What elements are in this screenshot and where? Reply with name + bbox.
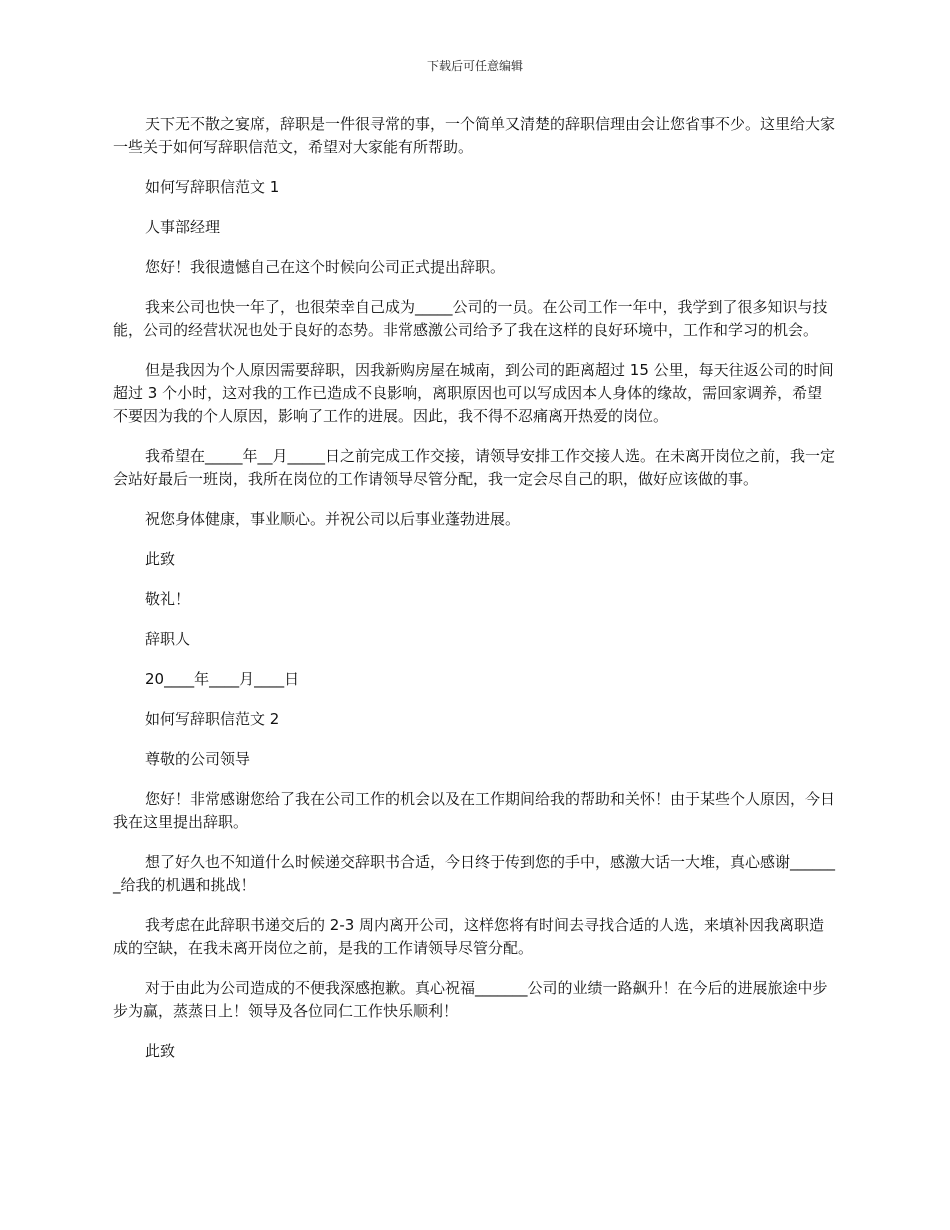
- letter-1-signature: 辞职人: [145, 630, 191, 648]
- letter-2-closing: 此致: [145, 1042, 176, 1060]
- intro-paragraph: 天下无不散之宴席，辞职是一件很寻常的事，一个简单又清楚的辞职信理由会让您省事不少。这里给大家一些关于如何写辞职信范文，希望对大家能有所帮助。: [113, 115, 836, 156]
- letter-1-wishes: 祝您身体健康，事业顺心。并祝公司以后事业蓬勃进展。: [145, 510, 521, 528]
- letter-1-recipient: 人事部经理: [145, 218, 221, 236]
- letter-2-recipient: 尊敬的公司领导: [145, 750, 251, 768]
- letter-1-greeting: 您好！我很遗憾自己在这个时候向公司正式提出辞职。: [145, 258, 506, 276]
- section-heading-1: 如何写辞职信范文 1: [145, 178, 280, 196]
- letter-2-paragraph: 我考虑在此辞职书递交后的 2-3 周内离开公司，这样您将有时间去寻找合适的人选，来填补因我离职造成的空缺，在我未离开岗位之前，是我的工作请领导尽管分配。: [113, 916, 825, 957]
- letter-1-date: 20____年____月____日: [145, 670, 300, 688]
- section-heading-2: 如何写辞职信范文 2: [145, 710, 280, 728]
- letter-1-paragraph: 但是我因为个人原因需要辞职，因我新购房屋在城南，到公司的距离超过 15 公里，每天往返公司的时间超过 3 个小时，这对我的工作已造成不良影响，离职原因也可以写成因本人身体的缘故，需回家调养，希望不要因为我的个人原因，影响了工作的进展。因此，我不得不忍痛离开热爱的岗位。: [113, 361, 834, 425]
- letter-1-paragraph: 我来公司也快一年了，也很荣幸自己成为_____公司的一员。在公司工作一年中，我学到了很多知识与技能，公司的经营状况也处于良好的态势。非常感激公司给予了我在这样的良好环境中，工作和学习的机会。: [113, 298, 828, 339]
- letter-1-salute: 敬礼！: [145, 590, 191, 608]
- page-header: 下载后可任意编辑: [426, 59, 523, 73]
- letter-2-paragraph: 想了好久也不知道什么时候递交辞职书合适，今日终于传到您的手中，感激大话一大堆，真心感谢_______给我的机遇和挑战！: [113, 853, 836, 894]
- letter-1-paragraph: 我希望在_____年__月_____日之前完成工作交接，请领导安排工作交接人选。在未离开岗位之前，我一定会站好最后一班岗，我所在岗位的工作请领导尽管分配，我一定会尽自己的职，做好应该做的事。: [113, 447, 836, 488]
- letter-1-closing: 此致: [145, 550, 176, 568]
- letter-2-paragraph: 对于由此为公司造成的不便我深感抱歉。真心祝福_______公司的业绩一路飙升！在今后的进展旅途中步步为赢，蒸蒸日上！领导及各位同仁工作快乐顺利！: [113, 979, 828, 1020]
- document-body: [113, 113, 837, 1080]
- letter-2-greeting: 您好！非常感谢您给了我在公司工作的机会以及在工作期间给我的帮助和关怀！由于某些个人原因，今日我在这里提出辞职。: [113, 790, 836, 831]
